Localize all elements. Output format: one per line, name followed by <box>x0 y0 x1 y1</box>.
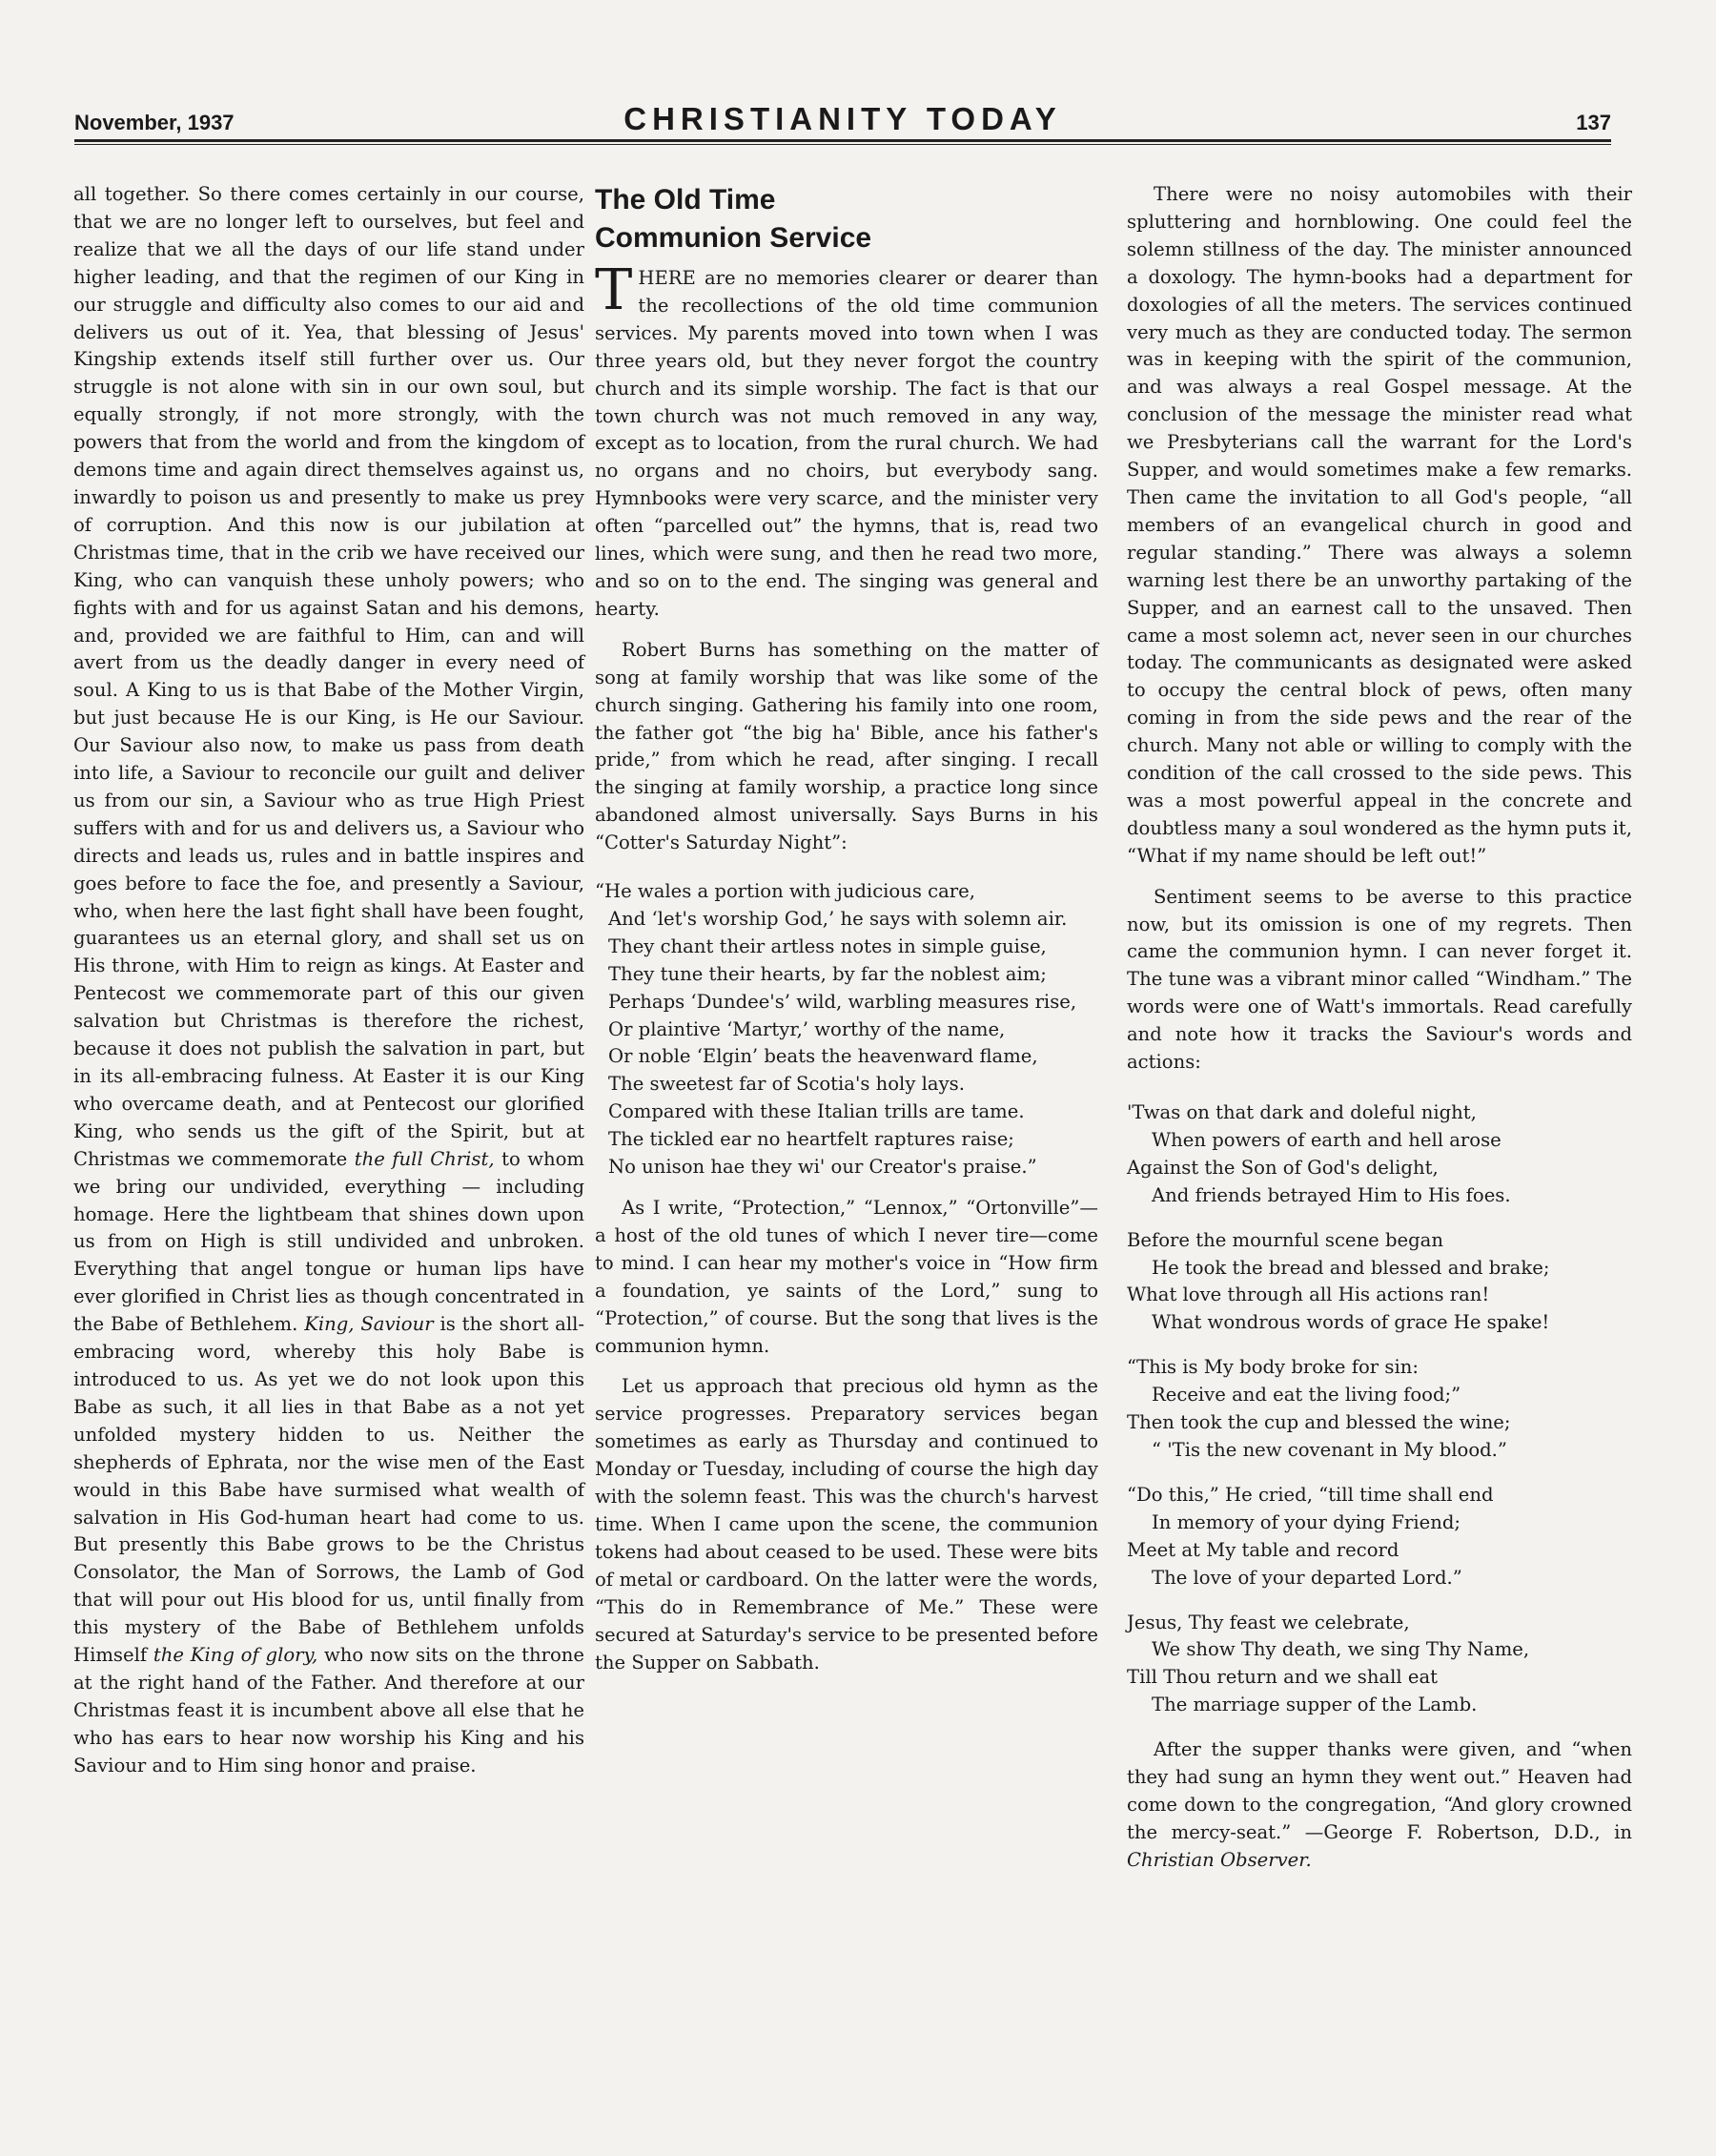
hymn-line: The marriage supper of the Lamb. <box>1152 1694 1478 1716</box>
col3-closing-text: After the supper thanks were given, and “when they had sung an hymn they went out.” Heaven had come down to the congregation, “And glory crowned the mercy-seat.” —George F. Robertson, D.D., in <box>1127 1738 1632 1843</box>
source-citation: Christian Observer. <box>1127 1848 1312 1871</box>
masthead <box>74 95 1611 139</box>
col2-paragraph-4: Let us approach that precious old hymn as the service progresses. Preparatory services began sometimes as early as Thursday and continued to Monday or Tuesday, including of course the high day with the solemn feast. This was the church's harvest time. When I came upon the scene, the communion tokens had about ceased to be used. These were bits of metal or cardboard. On the latter were the words, “This do in Remembrance of Me.” These were secured at Saturday's service to be presented before the Supper on Sabbath. <box>595 1375 1098 1673</box>
communion-hymn <box>1127 1099 1632 1719</box>
hymn-line: Against the Son of God's delight, <box>1127 1156 1439 1179</box>
col1-text-d: who now sits on the throne at the right hand of the Father. And therefore at our Christmas feast it is incumbent above all else that he who has ears to hear now worship his King and his Saviour and to Him sing honor and praise. <box>73 1644 585 1776</box>
burns-verse <box>595 878 1098 1181</box>
hymn-line: We show Thy death, we sing Thy Name, <box>1152 1638 1530 1661</box>
column-2 <box>595 181 1098 1676</box>
column-3 <box>1127 181 1632 1875</box>
hymn-line: What love through all His actions ran! <box>1127 1283 1490 1306</box>
hymn-line: When powers of earth and hell arose <box>1152 1128 1502 1151</box>
hymn-line: And friends betrayed Him to His foes. <box>1152 1183 1511 1206</box>
drop-cap: T <box>595 257 633 322</box>
col3-paragraph-1: There were no noisy automobiles with their spluttering and hornblowing. One could feel the solemn stillness of the day. The minister announced a doxology. The hymn-books had a department for doxologies of all the meters. The services continued very much as they are conducted today. The sermon was in keeping with the spirit of the communion, and was always a real Gospel message. At the conclusion of the message the minister read what we Presbyterians call the warrant for the Lord's Supper, and would sometimes make a few remarks. Then came the invitation to all God's people, “all members of an evangelical church in good and regular standing.” There was always a solemn warning lest there be an unworthy partaking of the Supper, and an earnest call to the unsaved. Then came a most solemn act, never seen in our churches today. The communicants as designated were asked to occupy the central block of pews, often many coming in from the side pews and the rear of the church. Many not able or willing to comply with the condition of the call crossed to the side pews. This was a most powerful appeal in the concrete and doubtless many a soul wondered as the hymn puts it, “What if my name should be left out!” <box>1127 183 1632 867</box>
col1-italic-b: King, Saviour <box>304 1313 434 1336</box>
article-title-line-1: The Old Time <box>595 184 776 216</box>
col1-paragraph <box>73 181 584 1780</box>
col2-paragraph-2: Robert Burns has something on the matter of song at family worship that was like some of the church singing. Gathering his family into one room, the father got “the big ha' Bible, ance his father's pride,” from which he read, after singing. I recall the singing at family worship, a practice long since abandoned almost universally. Says Burns in his “Cotter's Saturday Night”: <box>595 638 1098 854</box>
hymn-stanza <box>1127 1099 1632 1210</box>
hymn-line: Meet at My table and record <box>1127 1538 1399 1561</box>
verse-line: Or noble ‘Elgin’ beats the heavenward flame, <box>608 1045 1038 1068</box>
hymn-line: He took the bread and blessed and brake; <box>1152 1256 1550 1279</box>
verse-line: The tickled ear no heartfelt raptures raise; <box>608 1128 1014 1151</box>
hymn-line: The love of your departed Lord.” <box>1152 1566 1462 1589</box>
col3-closing-paragraph <box>1127 1736 1632 1875</box>
hymn-stanza <box>1127 1227 1632 1338</box>
hymn-stanza <box>1127 1482 1632 1592</box>
verse-line: Or plaintive ‘Martyr,’ worthy of the name, <box>608 1017 1006 1040</box>
hymn-stanza <box>1127 1610 1632 1720</box>
hymn-line: “Do this,” He cried, “till time shall end <box>1127 1483 1494 1506</box>
hymn-line: Before the mournful scene began <box>1127 1228 1443 1251</box>
verse-line: They chant their artless notes in simple guise, <box>608 934 1047 957</box>
article-title-line-2: Communion Service <box>595 222 872 254</box>
issue-date: November, 1937 <box>74 111 235 134</box>
hymn-line: Receive and eat the living food;” <box>1152 1384 1461 1407</box>
col3-paragraph-2: Sentiment seems to be averse to this practice now, but its omission is one of my regrets. Then came the communion hymn. I can never forget it. The tune was a vibrant minor called “Windham.” The words were one of Watt's immortals. Read carefully and note how it tracks the Saviour's words and actions: <box>1127 885 1632 1074</box>
hymn-line: Then took the cup and blessed the wine; <box>1127 1411 1511 1434</box>
column-1 <box>73 181 584 1780</box>
header-rule-thin <box>74 144 1611 145</box>
hymn-line: Till Thou return and we shall eat <box>1127 1666 1439 1689</box>
verse-line: No unison hae they wi' our Creator's praise.” <box>608 1156 1037 1179</box>
journal-title: CHRISTIANITY TODAY <box>623 101 1062 136</box>
hymn-line: What wondrous words of grace He spake! <box>1152 1311 1550 1334</box>
col2-paragraph-3: As I write, “Protection,” “Lennox,” “Ortonville”—a host of the old tunes of which I never tire—come to mind. I can hear my mother's voice in “How firm a foundation, ye saints of the Lord,” sung to “Protection,” of course. But the song that lives is the communion hymn. <box>595 1197 1098 1357</box>
col1-text-c: is the short all-embracing word, whereby this holy Babe is introduced to us. As yet we do not look upon this Babe as such, it all lies in that Babe as a not yet unfolded mystery hidden to us. Neither the shepherds of Ephrata, nor the wise men of the East would in this Babe have surmised what wealth of salvation in His God-human heart had come to us. But presently this Babe grows to be the Christus Consolator, the Man of Sorrows, the Lamb of God that will pour out His blood for us, until finally from this mystery of the Babe of Bethlehem unfolds Himself <box>73 1313 585 1667</box>
verse-line: And ‘let's worship God,’ he says with solemn air. <box>608 907 1068 930</box>
verse-line: They tune their hearts, by far the noblest aim; <box>608 962 1047 985</box>
hymn-line: In memory of your dying Friend; <box>1152 1510 1461 1533</box>
verse-line: Compared with these Italian trills are tame. <box>608 1100 1025 1123</box>
col2-text-1: HERE are no memories clearer or dearer than the recollections of the old time communion services. My parents moved into town when I was three years old, but they never forgot the country church and its simple worship. The fact is that our town church was not much removed in any way, except as to location, from the rural church. We had no organs and no choirs, but everybody sang. Hymnbooks were very scarce, and the minister very often “parcelled out” the hymns, that is, read two lines, which were sung, and then he read two more, and so on to the end. The singing was general and hearty. <box>595 267 1098 620</box>
col1-italic-c: the King of glory, <box>153 1644 318 1667</box>
hymn-line: “ 'Tis the new covenant in My blood.” <box>1152 1438 1507 1461</box>
col1-text-b: to whom we bring our undivided, everything — including homage. Here the lightbeam that shines down upon us from on High is still undivided and unbroken. Everything that angel tongue or human lips have ever glorified in Christ lies as though concentrated in the Babe of Bethlehem. <box>73 1147 584 1336</box>
header-rule-thick <box>74 139 1611 142</box>
verse-line: “He wales a portion with judicious care, <box>595 880 975 903</box>
page-number: 137 <box>1576 111 1611 134</box>
hymn-stanza <box>1127 1354 1632 1465</box>
col2-paragraph-1 <box>595 257 1098 624</box>
hymn-line: Jesus, Thy feast we celebrate, <box>1127 1611 1410 1633</box>
verse-line: Perhaps ‘Dundee's’ wild, warbling measures rise, <box>608 990 1077 1013</box>
verse-line: The sweetest far of Scotia's holy lays. <box>608 1073 965 1096</box>
col1-italic-a: the full Christ, <box>354 1147 495 1170</box>
hymn-line: 'Twas on that dark and doleful night, <box>1127 1101 1477 1123</box>
hymn-line: “This is My body broke for sin: <box>1127 1356 1419 1379</box>
col1-text-a: all together. So there comes certainly in our course, that we are no longer left to ourselves, but feel and realize that we all the days of our life stand under higher leading, and that the regimen of our King in our struggle and difficulty also comes to our aid and delivers us out of it. Yea, that blessing of Jesus' Kingship extends itself still further over us. Our struggle is not alone with sin in our own soul, but equally strongly, if not more strongly, with the powers that from the world and from the kingdom of demons time and again direct themselves against us, inwardly to poison us and presently to make us prey of corruption. And this now is our jubilation at Christmas time, that in the crib we have received our King, who can vanquish these unholy powers; who fights with and for us against Satan and his demons, and, provided we are faithful to Him, can and will avert from us the deadly danger in every need of soul. A King to us is that Babe of the Mother Virgin, but just because He is our King, is He our Saviour. Our Saviour also now, to make us pass from death into life, a Saviour to reconcile our guilt and deliver us from our sin, a Saviour who as true High Priest suffers with and for us and delivers us, a Saviour who directs and leads us, rules and in battle inspires and goes before to face the foe, and presently a Saviour, who, when here the last fight shall have been fought, guarantees us an eternal glory, and shall set us on His throne, with Him to reign as kings. At Easter and Pentecost we commemorate part of this our given salvation but Christmas is therefore the richest, because it does not publish the salvation in part, but in its all-embracing fulness. At Easter it is our King who overcame death, and at Pentecost our glorified King, who sends us the gift of the Spirit, but at Christmas we commemorate <box>73 183 584 1170</box>
article-title <box>595 181 1098 257</box>
